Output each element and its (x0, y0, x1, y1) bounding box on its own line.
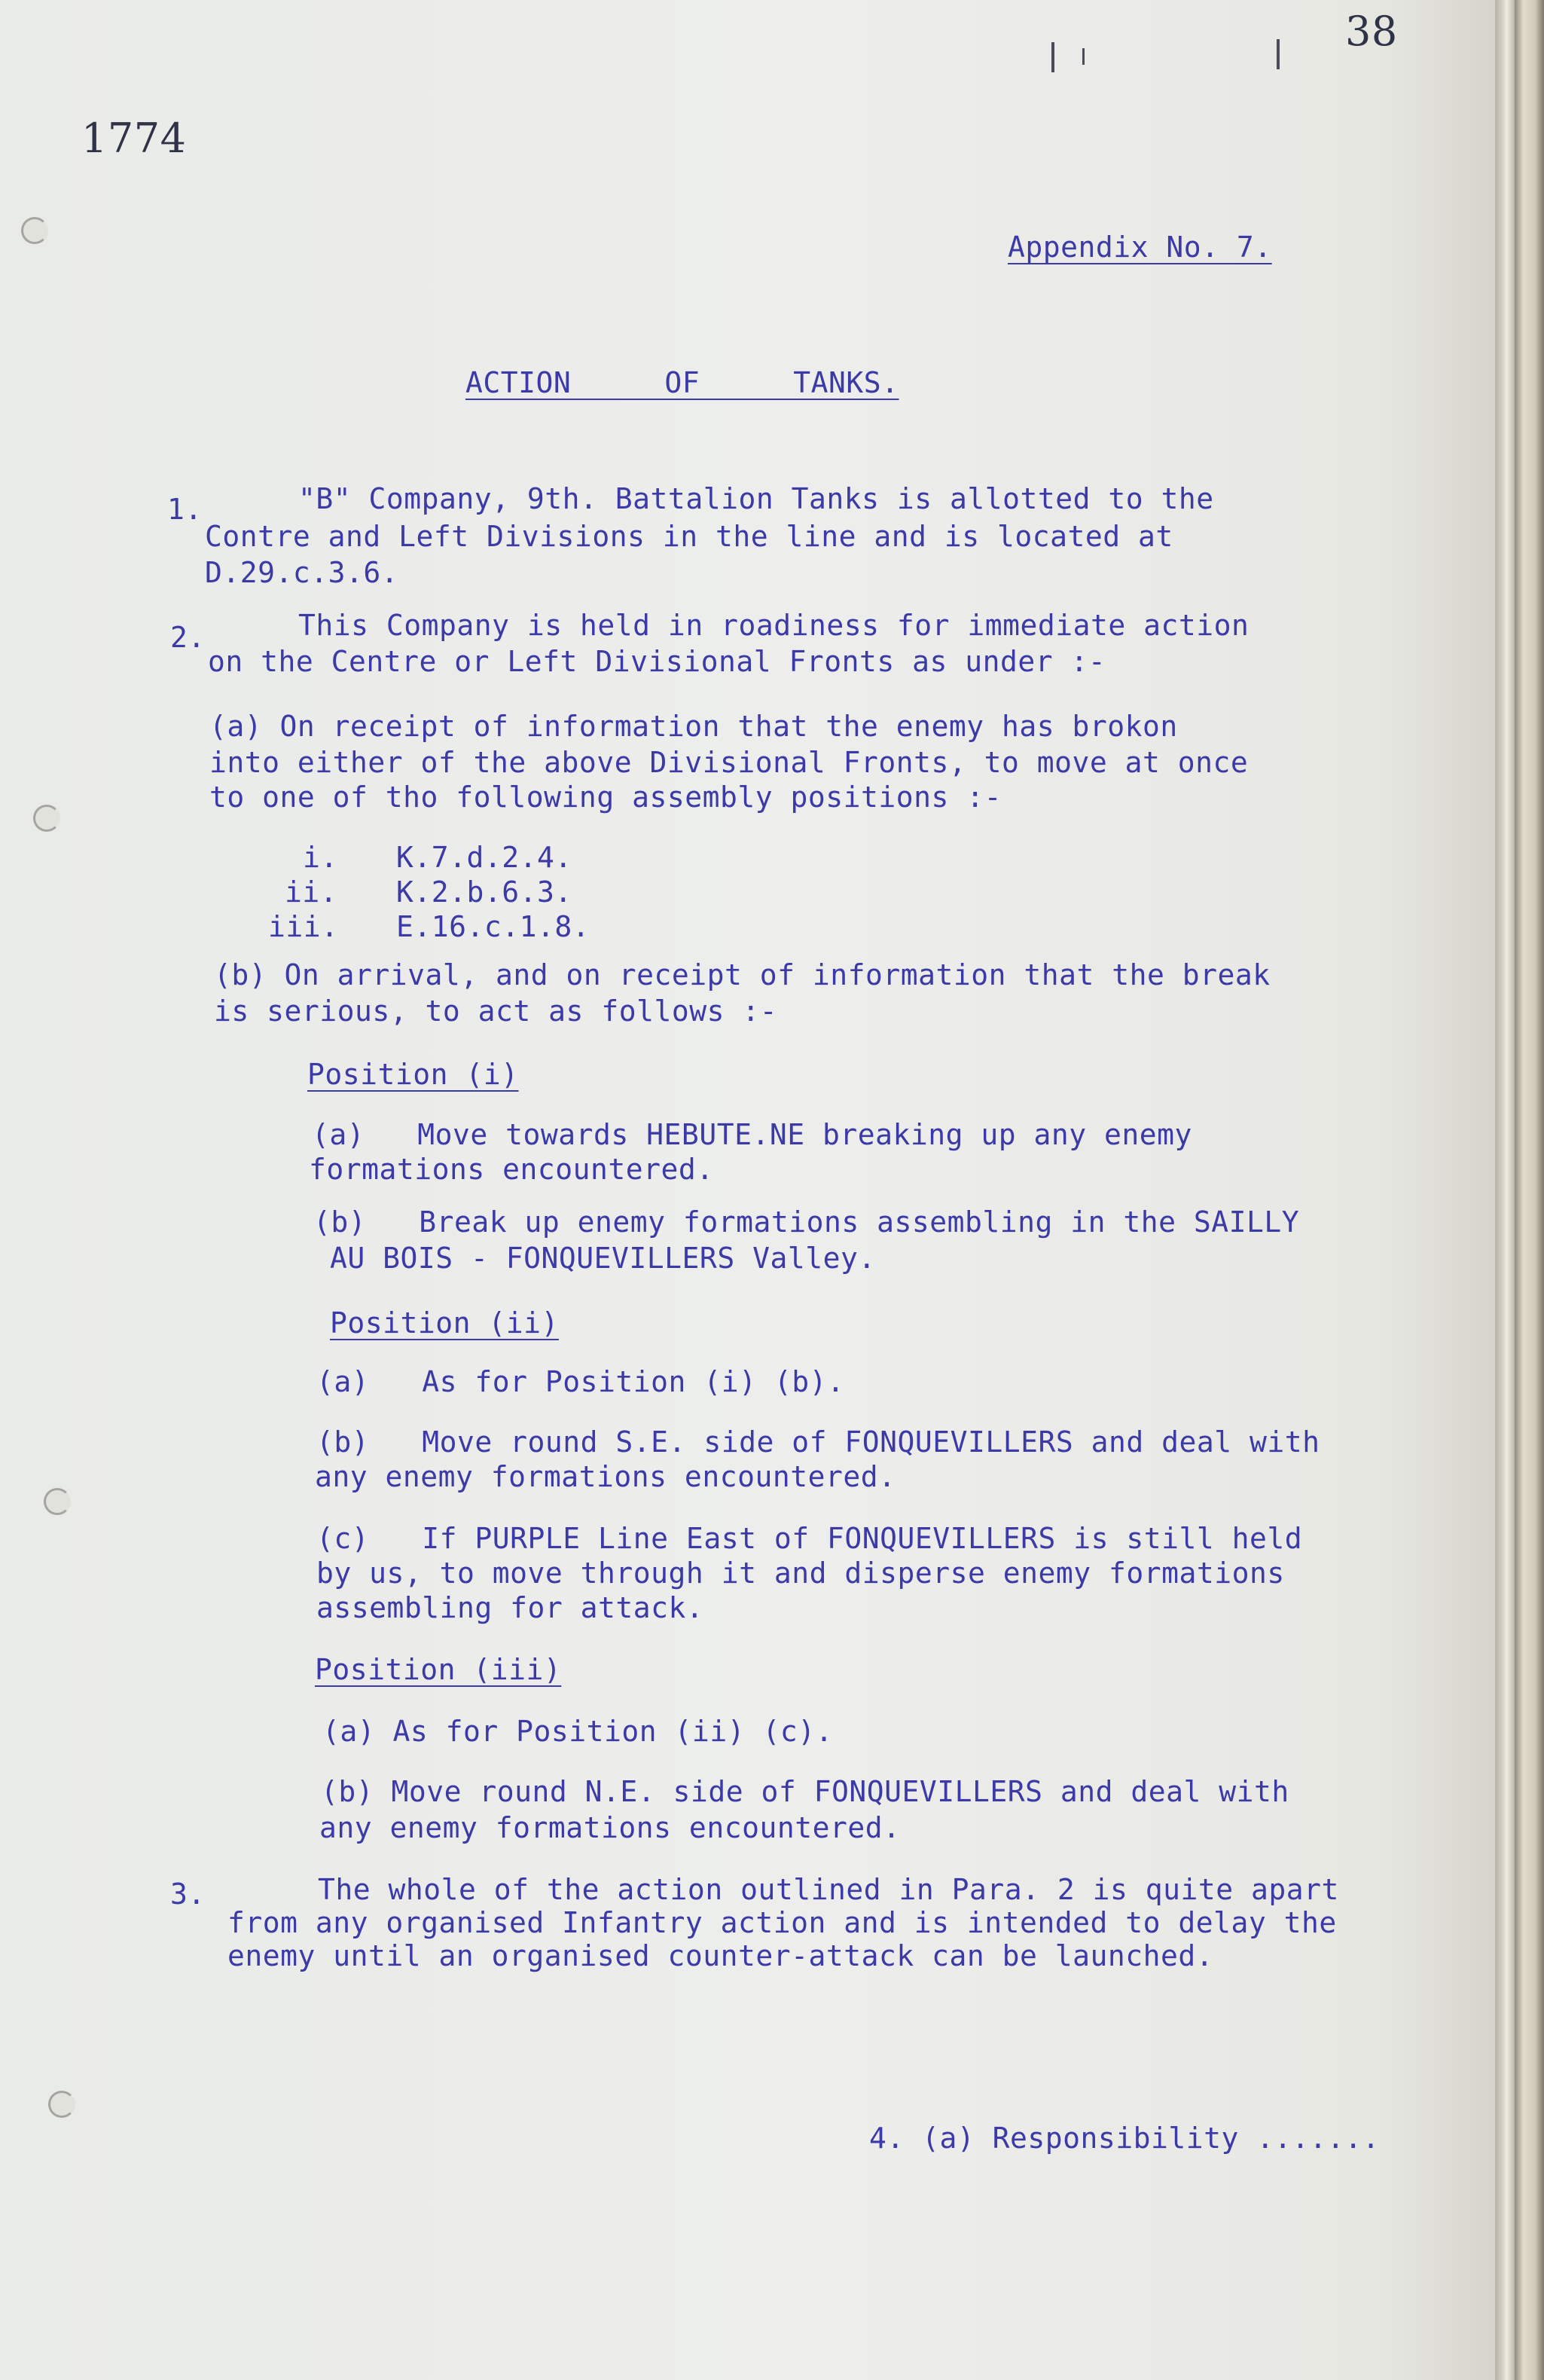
assembly-position-number: iii. (268, 910, 339, 943)
position-iii-b-line: any enemy formations encountered. (319, 1811, 901, 1844)
para-1-number: 1. (167, 493, 203, 526)
document-title: ACTION OF TANKS. (465, 366, 899, 399)
position-ii-heading: Position (ii) (330, 1306, 559, 1340)
position-ii-c-line: assembling for attack. (316, 1591, 704, 1624)
catchword: 4. (a) Responsibility ....... (869, 2122, 1380, 2155)
position-ii-c-line: by us, to move through it and disperse enemy formations (316, 1557, 1285, 1590)
para-2b-line: (b) On arrival, and on receipt of information that the break (214, 958, 1271, 991)
para-1-line: Contre and Left Divisions in the line and is located at (205, 520, 1173, 553)
position-iii-a-line: (a) As for Position (ii) (c). (322, 1715, 833, 1748)
appendix-label: Appendix No. 7. (1008, 231, 1272, 264)
para-2a-line: to one of tho following assembly positions :- (209, 781, 1002, 814)
punch-hole (21, 217, 48, 244)
para-1-line: D.29.c.3.6. (205, 556, 399, 589)
folio-number: 38 (1345, 8, 1398, 55)
position-iii-heading: Position (iii) (315, 1653, 562, 1686)
para-1-line: "B" Company, 9th. Battalion Tanks is allotted to the (298, 482, 1214, 515)
assembly-position-number: i. (303, 841, 338, 874)
punch-hole (33, 805, 60, 832)
page-edge (1495, 0, 1515, 2380)
assembly-position-ref: K.2.b.6.3. (396, 875, 572, 909)
para-2-line: This Company is held in roadiness for immediate action (298, 609, 1250, 642)
para-2a-line: (a) On receipt of information that the enemy has brokon (209, 710, 1178, 743)
position-ii-b-line: any enemy formations encountered. (315, 1460, 896, 1493)
para-2-number: 2. (170, 621, 206, 654)
para-2-line: on the Centre or Left Divisional Fronts as under :- (208, 645, 1106, 678)
position-i-a-line: formations encountered. (309, 1153, 714, 1186)
page-edge (1515, 0, 1544, 2380)
position-i-b-line: AU BOIS - FONQUEVILLERS Valley. (330, 1242, 876, 1275)
position-iii-b-line: (b) Move round N.E. side of FONQUEVILLERS and deal with (321, 1775, 1289, 1808)
para-3-line: The whole of the action outlined in Para. 2 is quite apart (318, 1873, 1339, 1906)
file-number: 1774 (81, 115, 187, 162)
pencil-mark (1051, 42, 1054, 72)
para-2a-line: into either of the above Divisional Fronts, to move at once (209, 746, 1249, 779)
pencil-mark (1277, 39, 1280, 69)
para-3-line: enemy until an organised counter-attack can be launched. (227, 1939, 1214, 1972)
position-ii-a-line: (a) As for Position (i) (b). (316, 1365, 845, 1398)
assembly-position-number: ii. (285, 875, 338, 909)
position-i-a-line: (a) Move towards HEBUTE.NE breaking up any enemy (312, 1118, 1192, 1151)
para-2b-line: is serious, to act as follows :- (214, 994, 778, 1028)
para-3-line: from any organised Infantry action and is intended to delay the (227, 1906, 1337, 1939)
position-i-heading: Position (i) (307, 1058, 519, 1091)
position-ii-c-line: (c) If PURPLE Line East of FONQUEVILLERS is still held (316, 1522, 1303, 1555)
assembly-position-ref: K.7.d.2.4. (396, 841, 572, 874)
position-i-b-line: (b) Break up enemy formations assembling in the SAILLY (313, 1205, 1300, 1239)
para-3-number: 3. (170, 1877, 206, 1911)
pencil-mark (1082, 48, 1085, 65)
assembly-position-ref: E.16.c.1.8. (396, 910, 590, 943)
punch-hole (48, 2091, 75, 2118)
position-ii-b-line: (b) Move round S.E. side of FONQUEVILLERS and deal with (316, 1425, 1320, 1459)
punch-hole (44, 1488, 71, 1515)
